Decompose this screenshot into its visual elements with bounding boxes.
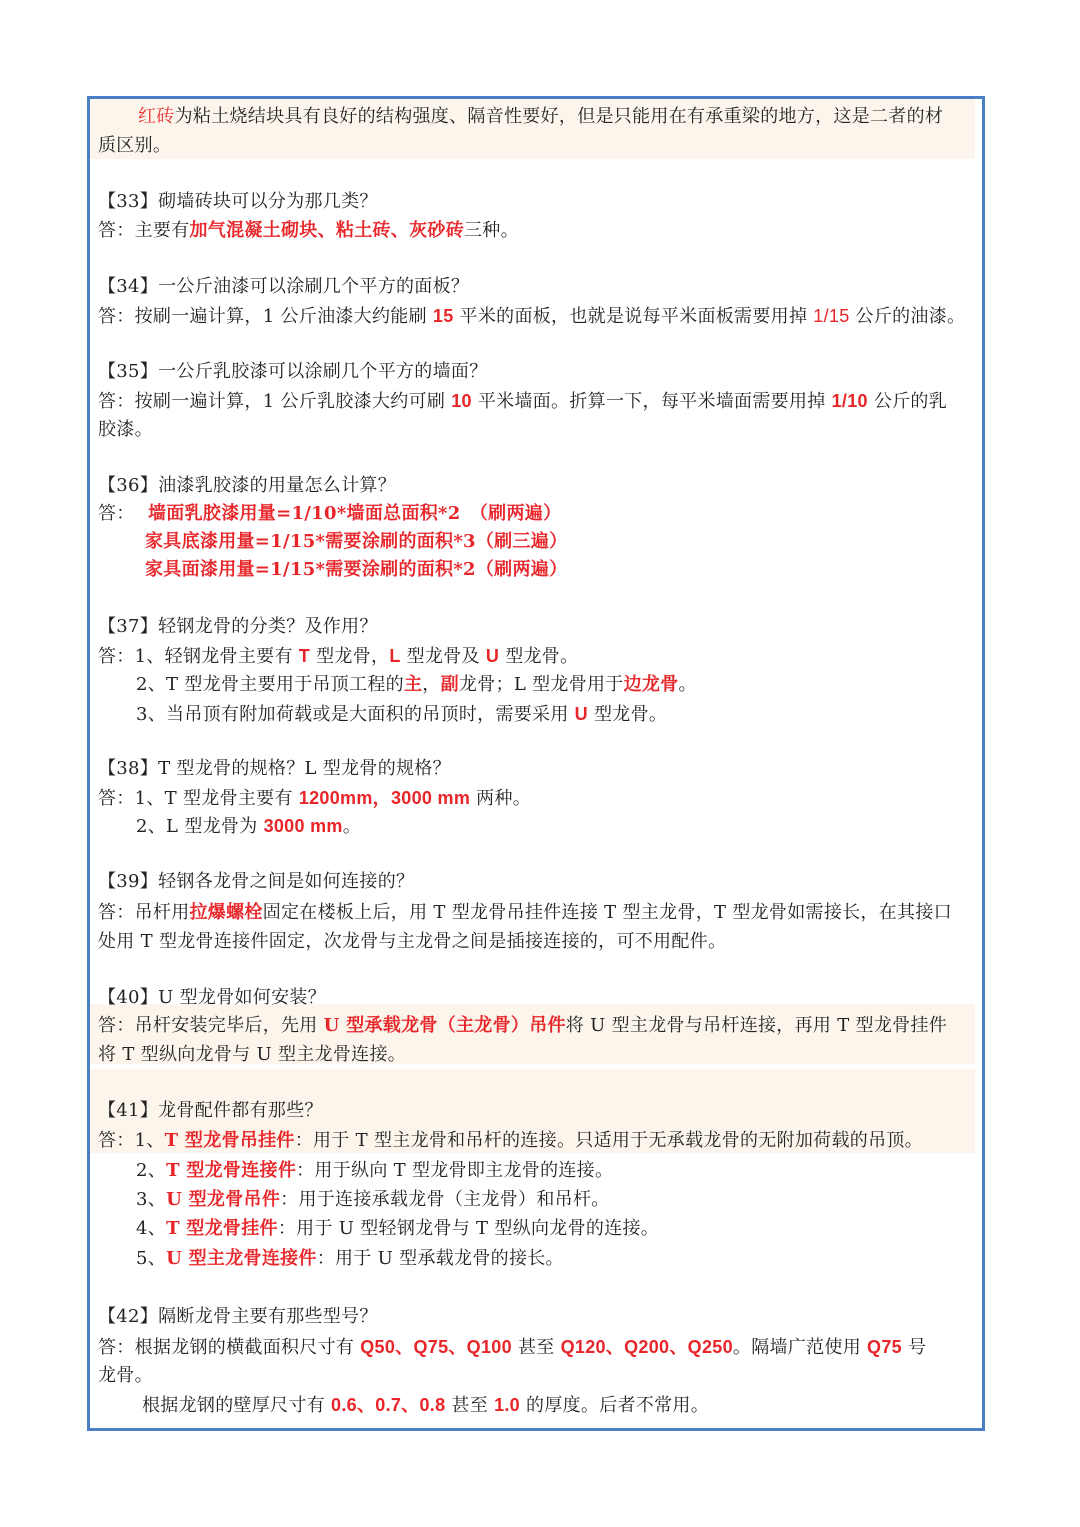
q41-item-3: 3、U 型龙骨吊件：用于连接承载龙骨（主龙骨）和吊杆。 <box>136 1189 610 1210</box>
q42-answer-line-1: 答：根据龙钢的横截面积尺寸有 Q50、Q75、Q100 甚至 Q120、Q200、Q250。隔墙广范使用 Q75 号 <box>98 1337 927 1358</box>
q41-item-5: 5、U 型主龙骨连接件：用于 U 型承载龙骨的接长。 <box>136 1248 564 1269</box>
q34-question: 【34】一公斤油漆可以涂刷几个平方的面板？ <box>98 276 470 297</box>
q37-answer-1: 答：1、轻钢龙骨主要有 T 型龙骨，L 型龙骨及 U 型龙骨。 <box>98 646 579 667</box>
q36-formula-3: 家具面漆用量=1/15*需要涂刷的面积*2（刷两遍） <box>145 559 568 580</box>
qa-document-frame <box>87 96 985 1431</box>
q39-answer-line-1: 答：吊杆用拉爆螺栓固定在楼板上后，用 T 型龙骨吊挂件连接 T 型主龙骨，T 型龙骨如需接长，在其接口 <box>98 902 952 923</box>
q40-answer-line-2: 将 T 型纵向龙骨与 U 型主龙骨连接。 <box>98 1044 407 1065</box>
q39-answer-line-2: 处用 T 型龙骨连接件固定，次龙骨与主龙骨之间是插接连接的，可不用配件。 <box>98 931 727 952</box>
q42-answer-line-2: 龙骨。 <box>98 1365 153 1386</box>
document-content <box>90 99 982 1428</box>
q41-item-2: 2、T 型龙骨连接件：用于纵向 T 型龙骨即主龙骨的连接。 <box>136 1160 614 1181</box>
q41-item-4: 4、T 型龙骨挂件：用于 U 型轻钢龙骨与 T 型纵向龙骨的连接。 <box>136 1218 660 1239</box>
q35-question: 【35】一公斤乳胶漆可以涂刷几个平方的墙面？ <box>98 361 488 382</box>
q36-formula-1: 墙面乳胶漆用量=1/10*墙面总面积*2 （刷两遍） <box>148 503 562 524</box>
q41-item-1: 答：1、T 型龙骨吊挂件：用于 T 型主龙骨和吊杆的连接。只适用于无承载龙骨的无附加荷载的吊顶。 <box>98 1130 923 1151</box>
q37-answer-2: 2、T 型龙骨主要用于吊顶工程的主，副龙骨；L 型龙骨用于边龙骨。 <box>136 674 697 695</box>
q40-question: 【40】U 型龙骨如何安装？ <box>98 987 326 1008</box>
q35-answer-line-2: 胶漆。 <box>98 419 153 440</box>
q33-answer: 答：主要有加气混凝土砌块、粘土砖、灰砂砖三种。 <box>98 220 519 241</box>
q42-answer-line-3: 根据龙钢的壁厚尺寸有 0.6、0.7、0.8 甚至 1.0 的厚度。后者不常用。 <box>142 1395 710 1416</box>
intro-highlight: 红砖 <box>138 106 175 127</box>
q39-question: 【39】轻钢各龙骨之间是如何连接的？ <box>98 871 415 892</box>
q37-question: 【37】轻钢龙骨的分类？及作用？ <box>98 616 378 637</box>
q38-answer-1: 答：1、T 型龙骨主要有 1200mm，3000 mm 两种。 <box>98 788 532 809</box>
q42-question: 【42】隔断龙骨主要有那些型号？ <box>98 1306 378 1327</box>
q36-formula-2: 家具底漆用量=1/15*需要涂刷的面积*3（刷三遍） <box>145 531 568 552</box>
q40-answer-line-1: 答：吊杆安装完毕后，先用 U 型承载龙骨（主龙骨）吊件将 U 型主龙骨与吊杆连接，再用 T 型龙骨挂件 <box>98 1015 948 1036</box>
q38-question: 【38】T 型龙骨的规格？L 型龙骨的规格？ <box>98 758 451 779</box>
q38-answer-2: 2、L 型龙骨为 3000 mm。 <box>136 816 362 837</box>
q41-question: 【41】龙骨配件都有那些？ <box>98 1100 323 1121</box>
q36-question: 【36】油漆乳胶漆的用量怎么计算？ <box>98 475 397 496</box>
q36-answer-label: 答： <box>98 503 135 524</box>
q35-answer-line-1: 答：按刷一遍计算，1 公斤乳胶漆大约可刷 10 平米墙面。折算一下，每平米墙面需要用掉 1/10 公斤的乳 <box>98 391 948 412</box>
q33-question: 【33】砌墙砖块可以分为那几类？ <box>98 191 378 212</box>
intro-line-1: 红砖为粘土烧结块具有良好的结构强度、隔音性要好，但是只能用在有承重梁的地方，这是二者的材 <box>138 106 944 127</box>
intro-line-2: 质区别。 <box>98 135 172 156</box>
q37-answer-3: 3、当吊顶有附加荷载或是大面积的吊顶时，需要采用 U 型龙骨。 <box>136 704 668 725</box>
q34-answer: 答：按刷一遍计算，1 公斤油漆大约能刷 15 平米的面板，也就是说每平米面板需要用掉 1/15 公斤的油漆。 <box>98 306 966 327</box>
